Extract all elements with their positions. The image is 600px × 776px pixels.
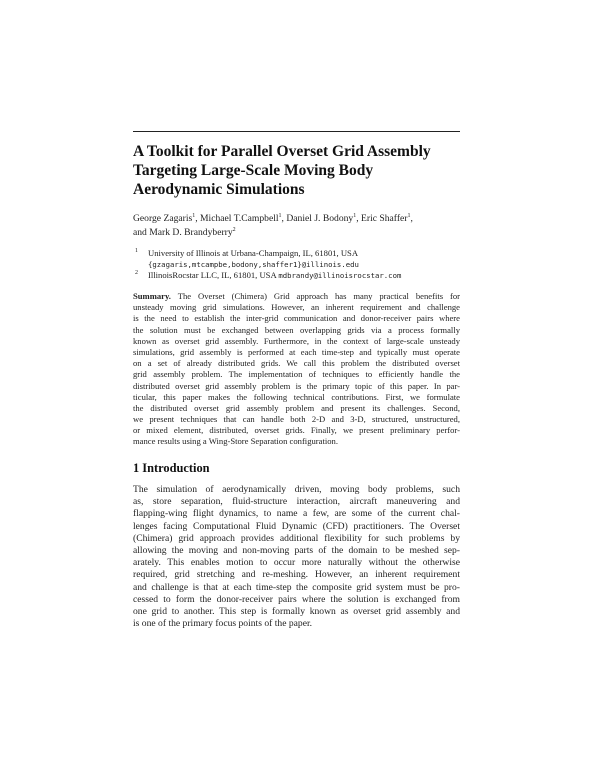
abstract-line: unsteady moving grid simulations. However, an inherent requirement and challenge xyxy=(133,302,460,313)
author-separator: , xyxy=(356,213,362,224)
abstract-line: ticular, this paper makes the following technical contributions. First, we formulate xyxy=(133,391,460,402)
author-name: Eric Shaffer xyxy=(361,213,408,224)
abstract-line: we present techniques that can handle both 2-D and 3-D, structured, unstructured, xyxy=(133,414,460,425)
body-line: and challenge is that at each time-step the composite grid system must be pro- xyxy=(133,581,460,593)
author-name: Michael T.Campbell xyxy=(200,213,279,224)
introduction-body xyxy=(133,484,460,630)
title-line: A Toolkit for Parallel Overset Grid Assembly xyxy=(133,143,431,160)
author-affil-mark: 1 xyxy=(407,213,411,219)
body-line: The simulation of aerodynamically driven, moving body problems, such xyxy=(133,484,460,495)
author-name: and Mark D. Brandyberry xyxy=(133,227,233,238)
title-line: Targeting Large-Scale Moving Body xyxy=(133,162,374,179)
body-line: flapping-wing flight dynamics, to name a few, are some of the current chal- xyxy=(133,508,460,520)
affiliation-text: University of Illinois at Urbana-Champaign, IL, 61801, USA xyxy=(148,248,359,258)
author-separator: , xyxy=(281,213,287,224)
abstract-line: is the need to establish the inter-grid communication and donor-receiver pairs where xyxy=(133,313,460,324)
author-affil-mark: 2 xyxy=(232,227,236,233)
abstract-label: Summary. xyxy=(133,291,171,301)
body-line: lenges facing Computational Fluid Dynamic (CFD) practitioners. The Overset xyxy=(133,520,460,532)
author-name: Daniel J. Bodony xyxy=(286,213,354,224)
body-line: required, grid stretching and re-meshing. However, an inherent requirement xyxy=(133,569,460,581)
author-affil-mark: 1 xyxy=(192,213,196,219)
abstract-line: or mixed element, distributed, overset grids. Finally, we present preliminary perfor- xyxy=(133,425,460,436)
body-line: arately. This enables motion to occur more naturally without the otherwise xyxy=(133,557,460,569)
affiliations xyxy=(133,248,473,281)
affiliation-1 xyxy=(133,248,473,259)
abstract-text: The Overset (Chimera) Grid approach has many practical benefits for xyxy=(170,291,460,301)
abstract-line: simulations, grid assembly is performed at each time-step and typically must operate xyxy=(133,346,460,357)
abstract-line: known as overset grid assembly. Furthermore, in the context of large-scale unsteady xyxy=(133,335,460,346)
abstract-line: the distributed overset grid assembly problem and present its challenges. Second, xyxy=(133,402,460,413)
affiliation-email[interactable]: mdbrandy@illinoisrocstar.com xyxy=(278,271,402,280)
author-line xyxy=(133,226,473,240)
author-list xyxy=(133,212,473,240)
body-line: allowing the moving and non-moving parts of the domain to be meshed sep- xyxy=(133,544,460,556)
abstract xyxy=(133,291,460,448)
body-line: one grid to another. This step is formally known as overset grid assembly and xyxy=(133,605,460,617)
body-line: (Chimera) grid approach provides additional flexibility for such problems by xyxy=(133,532,460,544)
author-line: George Zagaris$^1$, Michael T.Campbell$^1$, Daniel J. Bodony$^1$, Eric Shaffer$^1$, xyxy=(133,213,413,224)
body-line: as, store separation, fluid-structure interaction, aircraft maneuvering and xyxy=(133,496,460,508)
abstract-line: grid assembly problem. The implementation of techniques to efficiently handle the xyxy=(133,369,460,380)
author-affil-mark: 1 xyxy=(353,213,357,219)
affiliation-number: 1 xyxy=(135,248,138,254)
abstract-line: the solution must be exchanged between overlapping grids via a process formally xyxy=(133,324,460,335)
section-heading-introduction: 1 Introduction xyxy=(133,461,210,475)
affiliation-email[interactable]: {gzagaris,mtcampbe,bodony,shaffer1}@illinois.edu xyxy=(148,260,359,269)
paper-title xyxy=(133,142,473,199)
title-line: Aerodynamic Simulations xyxy=(133,181,305,198)
body-line: is one of the primary focus points of the paper. xyxy=(133,618,313,630)
abstract-line xyxy=(133,291,460,302)
body-line: cessed to form the donor-receiver pairs where the solution is exchanged from xyxy=(133,593,460,605)
affiliation-1-emails xyxy=(133,259,473,270)
affiliation-text: IllinoisRocstar LLC, IL, 61801, USA xyxy=(148,270,279,280)
abstract-line: distributed overset grid assembly problem is the primary topic of this paper. In par- xyxy=(133,380,460,391)
title-rule xyxy=(133,131,460,132)
abstract-line: mance results using a Wing-Store Separation configuration. xyxy=(133,436,338,447)
affiliation-number: 2 xyxy=(135,270,138,276)
author-separator: , xyxy=(195,213,201,224)
abstract-line: on a set of already distributed grids. We call this problem the distributed overset xyxy=(133,358,460,369)
affiliation-2 xyxy=(133,270,473,281)
author-affil-mark: 1 xyxy=(278,213,282,219)
author-name: George Zagaris xyxy=(133,213,193,224)
